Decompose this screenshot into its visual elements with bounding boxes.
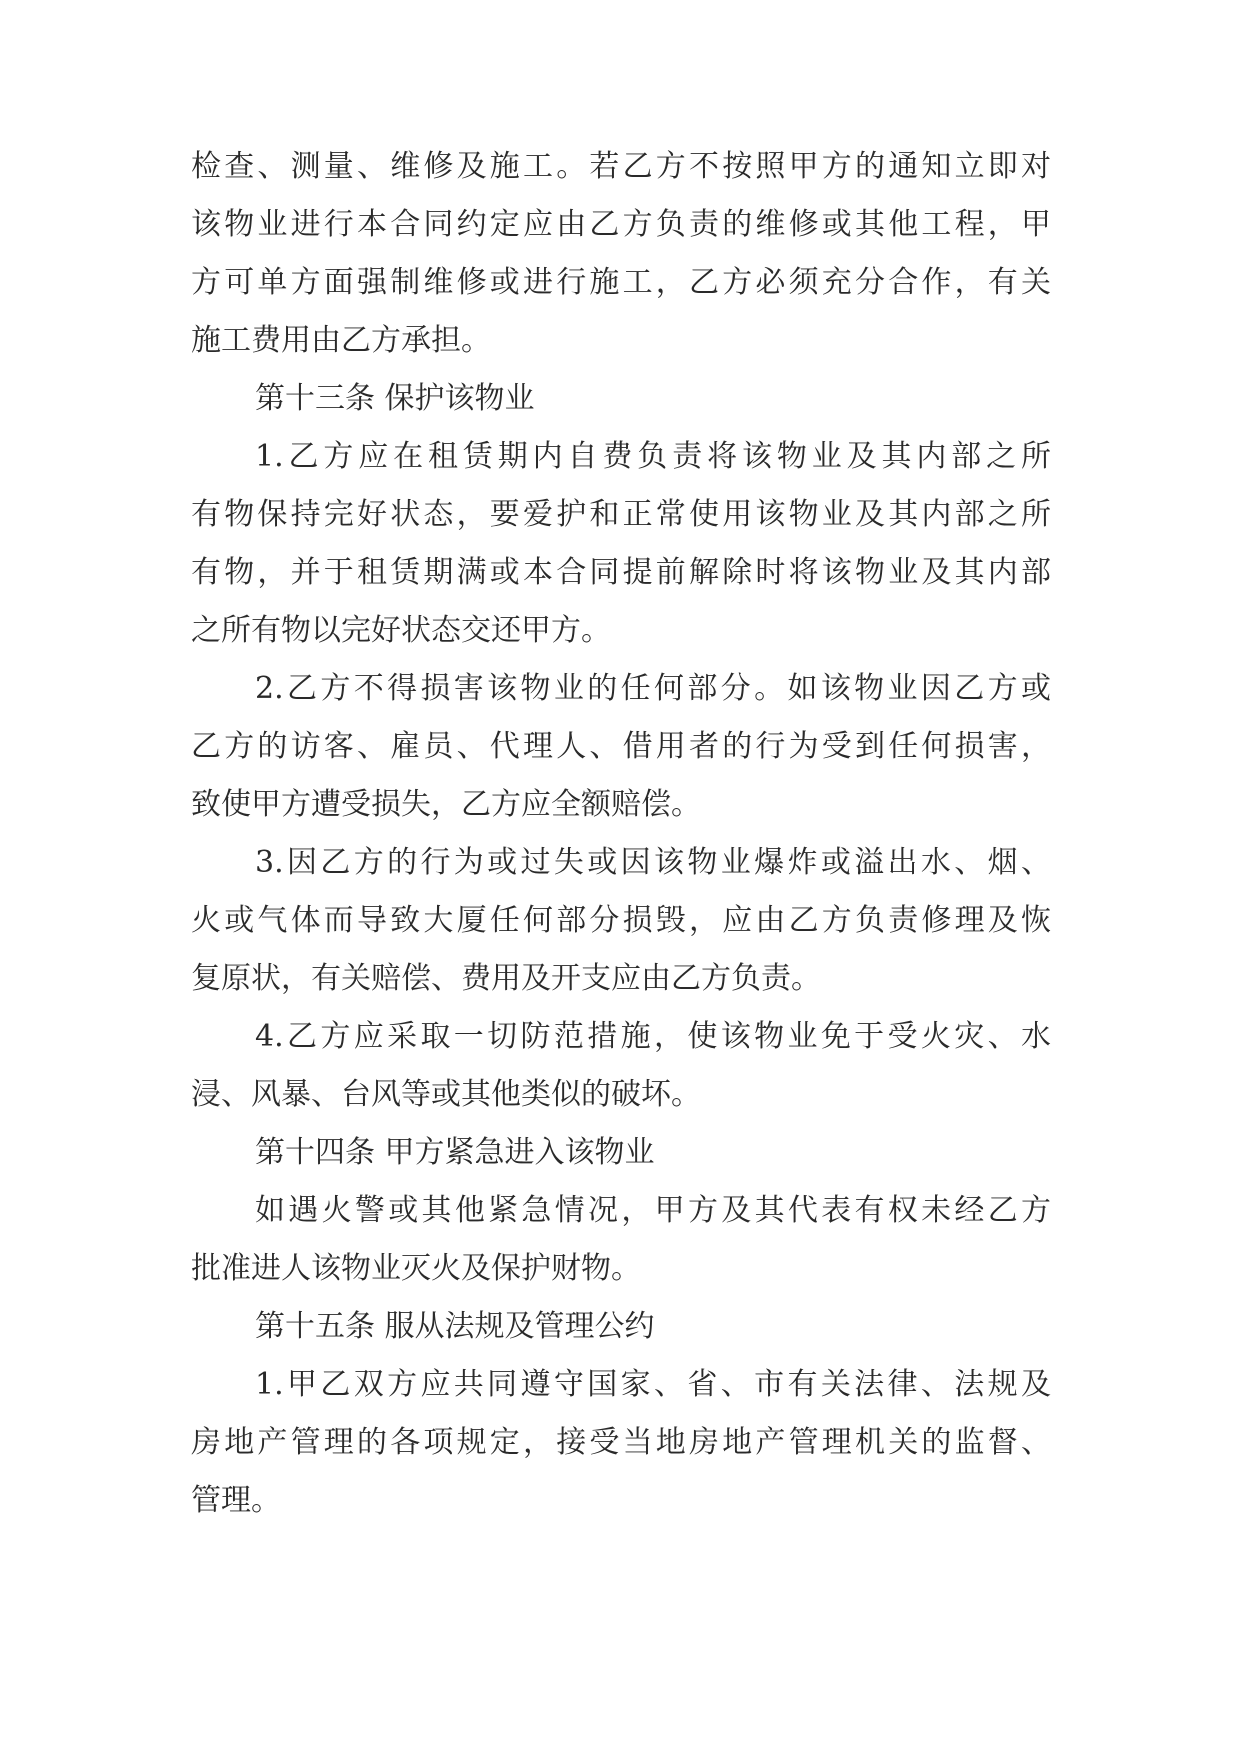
article-heading-13: 第十三条 保护该物业 [255,381,535,416]
clause-line: 浸、风暴、台风等或其他类似的破坏。 [191,1077,701,1112]
clause-line: 4.乙方应采取一切防范措施，使该物业免于受火灾、水 [255,1019,1051,1054]
clause-line: 致使甲方遭受损失，乙方应全额赔偿。 [191,787,701,822]
clause-line: 批准进人该物业灭火及保护财物。 [191,1251,641,1286]
body-line: 施工费用由乙方承担。 [191,323,491,358]
clause-line: 3.因乙方的行为或过失或因该物业爆炸或溢出水、烟、 [255,845,1051,880]
clause-line: 乙方的访客、雇员、代理人、借用者的行为受到任何损害， [191,729,1051,764]
body-line: 方可单方面强制维修或进行施工，乙方必须充分合作，有关 [191,265,1051,300]
clause-line: 有物，并于租赁期满或本合同提前解除时将该物业及其内部 [191,555,1051,590]
clause-line: 有物保持完好状态，要爱护和正常使用该物业及其内部之所 [191,497,1051,532]
body-line: 该物业进行本合同约定应由乙方负责的维修或其他工程，甲 [191,207,1051,242]
clause-line: 1.乙方应在租赁期内自费负责将该物业及其内部之所 [255,439,1051,474]
clause-line: 如遇火警或其他紧急情况，甲方及其代表有权未经乙方 [255,1193,1051,1228]
clause-line: 2.乙方不得损害该物业的任何部分。如该物业因乙方或 [255,671,1051,706]
clause-line: 管理。 [191,1483,281,1518]
clause-line: 1.甲乙双方应共同遵守国家、省、市有关法律、法规及 [255,1367,1051,1402]
document-body [191,138,1051,1530]
clause-line: 火或气体而导致大厦任何部分损毁，应由乙方负责修理及恢 [191,903,1051,938]
clause-line: 之所有物以完好状态交还甲方。 [191,613,611,648]
body-line: 检查、测量、维修及施工。若乙方不按照甲方的通知立即对 [191,149,1051,184]
clause-line: 房地产管理的各项规定，接受当地房地产管理机关的监督、 [191,1425,1051,1460]
article-heading-15: 第十五条 服从法规及管理公约 [255,1309,655,1344]
clause-line: 复原状，有关赔偿、费用及开支应由乙方负责。 [191,961,821,996]
article-heading-14: 第十四条 甲方紧急进入该物业 [255,1135,655,1170]
